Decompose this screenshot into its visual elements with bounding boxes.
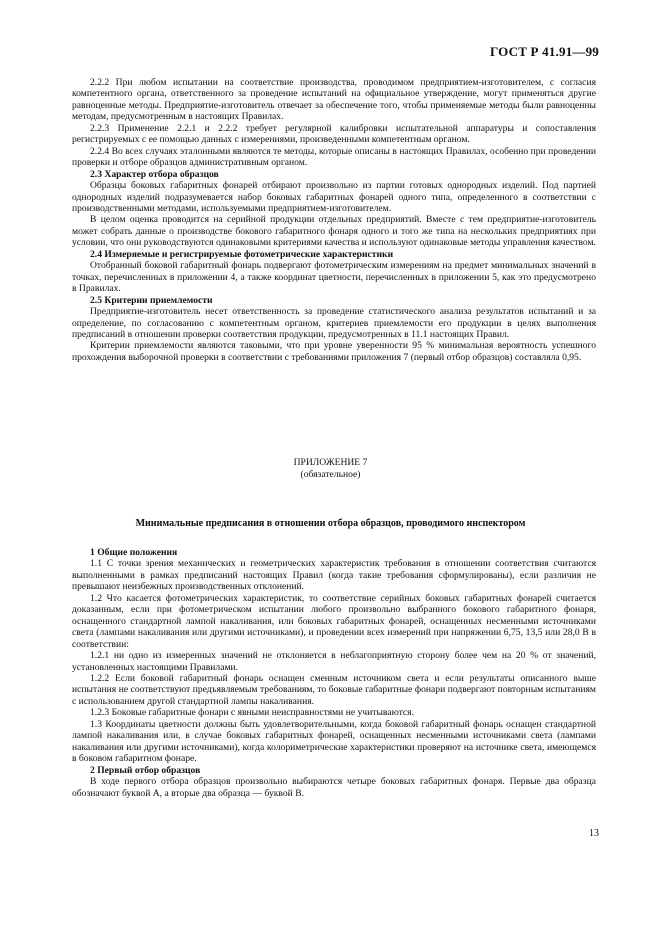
paragraph: Критерии приемлемости являются таковыми, что при уровне уверенности 95 % минимальная вероятность успешного прохождения выборочной проверки в соответствии с требованиями приложения 7 (первый отбор образцов) составляла 0,95. xyxy=(72,340,596,363)
paragraph: 2.2.4 Во всех случаях эталонными являются те методы, которые описаны в настоящих Правилах, особенно при проведении проверки и отборе образцов административным органом. xyxy=(72,145,596,169)
paragraph: 1.2.3 Боковые габаритные фонари с явными неисправностями не учитываются. xyxy=(90,707,414,719)
document-title: Минимальные предписания в отношении отбора образцов, проводимого инспектором xyxy=(135,518,526,529)
paragraph: Предприятие-изготовитель несет ответственность за проведение статистического анализа результатов испытаний и за определение, по согласованию с компетентным органом, критериев приемлемости его продукции в целях выполнения предписаний в отношении проверки соответствия продукции, предусмотренных в 11.1 настоящих Правил. xyxy=(72,306,596,340)
paragraph: 1.2 Что касается фотометрических характеристик, то соответствие серийных боковых габаритных фонарей считается доказанным, если при фотометрическом испытании любого произвольно выбранного бокового габаритного фонаря, оснащенного стандартной лампой накаливания, или боковых габаритных фонарей, оснащенных несменными источниками света (лампами накаливания или другими источниками), и проведении всех измерений при напряжении 6,75, 13,5 или 28,0 В в соответствии: xyxy=(72,592,596,650)
page-number: 13 xyxy=(589,828,599,839)
appendix-heading xyxy=(0,457,661,480)
paragraph: Отобранный боковой габаритный фонарь подвергают фотометрическим измерениям на предмет минимальных значений в точках, перечисленных в приложении 4, а также координат цветности, перечисленных в приложении 5, как это предусмотрено в Правилах. xyxy=(72,260,596,295)
paragraph: 2.2.3 Применение 2.2.1 и 2.2.2 требует регулярной калибровки испытательной аппаратуры и сопоставления регистрируемых с ее помощью данных с измерениями, произведенными компетентным органом. xyxy=(72,122,596,146)
section-heading: 1 Общие положения xyxy=(90,547,178,558)
paragraph: В целом оценка проводится на серийной продукции отдельных предприятий. Вместе с тем предприятие-изготовитель может собрать данные о производстве бокового габаритного фонаря одного и того же типа на нескольких предприятиях при условии, что они руководствуются одинаковыми критериями качества и используют одинаковые методы управления качеством. xyxy=(72,214,596,249)
standard-header: ГОСТ Р 41.91—99 xyxy=(490,44,599,59)
appendix-title: ПРИЛОЖЕНИЕ 7 xyxy=(293,457,368,468)
paragraph: Образцы боковых габаритных фонарей отбирают произвольно из партии готовых однородных изделий. Под партией однородных изделий подразумевается набор боковых габаритных фонарей одного типа, определенного в соответствии с производственными методами, используемыми предприятием-изготовителем. xyxy=(72,180,596,214)
section-heading: 2.5 Критерии приемлемости xyxy=(90,294,213,306)
paragraph: 1.2.2 Если боковой габаритный фонарь оснащен сменным источником света и если результаты описанного выше испытания не соответствуют предъявляемым требованиям, то боковые габаритные фонари подвергают повторным испытаниям с использованием другой стандартной лампы накаливания. xyxy=(72,672,596,707)
appendix-status: (обязательное) xyxy=(300,468,361,480)
paragraph: 1.1 С точки зрения механических и геометрических характеристик требования в отношении соответствия считаются выполненными в рамках предписаний настоящих Правил (когда такие требования сформулированы), если различия не превышают неизбежных производственных отклонений. xyxy=(72,558,596,593)
section-heading: 2.4 Измеряемые и регистрируемые фотометрические характеристики xyxy=(90,248,394,260)
paragraph: 1.2.1 ни одно из измеренных значений не отклоняется в неблагоприятную сторону более чем на 20 % от значений, установленных настоящими Правилами. xyxy=(72,650,596,673)
section-heading: 2.3 Характер отбора образцов xyxy=(90,168,219,180)
paragraph: 2.2.2 При любом испытании на соответствие производства, проводимом предприятием-изготовителем, с согласия компетентного органа, ответственного за проведение испытаний на официальное утверждение, могут применяться другие равноценные методы. Предприятие-изготовитель отвечает за обеспечение того, чтобы применяемые методы были равноценны методам, предусмотренным в настоящих Правилах. xyxy=(72,77,596,123)
section-heading: 2 Первый отбор образцов xyxy=(90,764,201,776)
paragraph: 1.3 Координаты цветности должны быть удовлетворительными, когда боковой габаритный фонарь оснащен стандартной лампой накаливания или, в случае боковых габаритных фонарей, оснащенных несменными источниками света (лампами накаливания или другими источниками), когда колориметрические характеристики проверяют на источнике света, имеющемся в боковом габаритном фонаре. xyxy=(72,718,596,765)
appendix-text xyxy=(72,547,596,799)
paragraph: В ходе первого отбора образцов произвольно выбираются четыре боковых габаритных фонаря. Первые два образца обозначают буквой А, а вторые два образца — буквой В. xyxy=(72,776,596,799)
section-2-text xyxy=(72,77,596,363)
